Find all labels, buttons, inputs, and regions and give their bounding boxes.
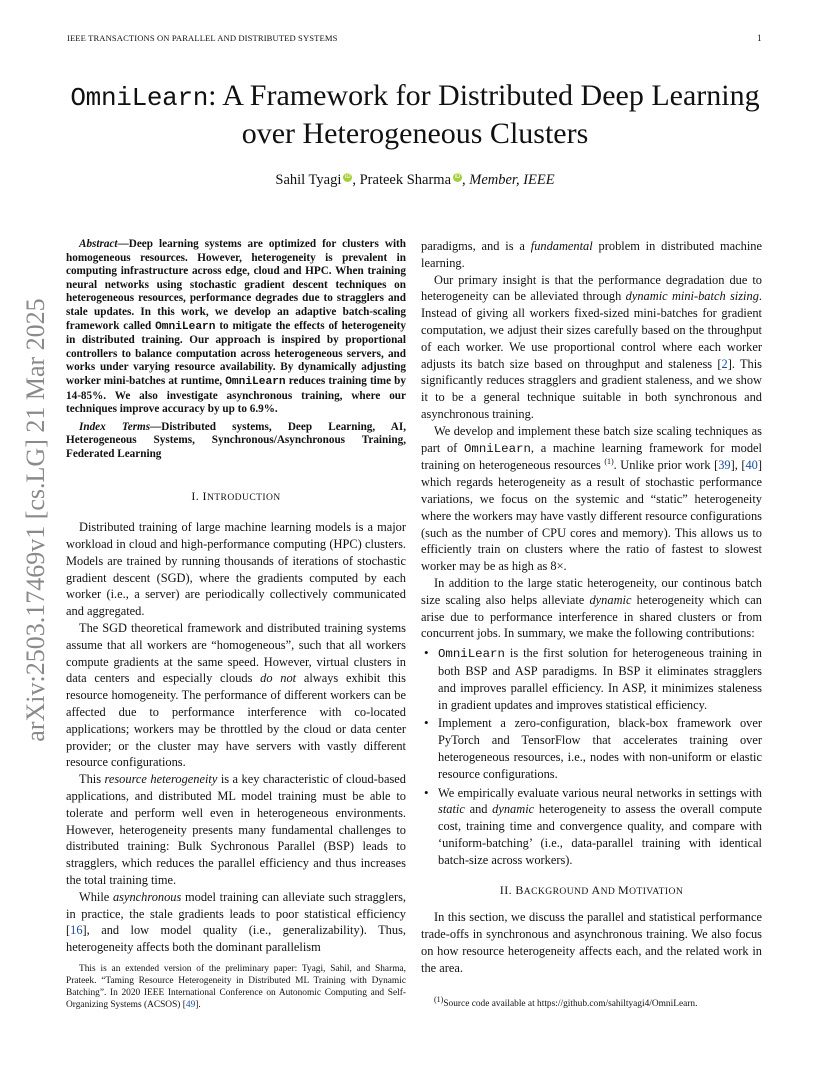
footnote-marker[interactable]: (1) <box>604 457 614 467</box>
footnote-preliminary-paper: This is an extended version of the preliminary paper: Tyagi, Sahil, and Sharma, Prateek. “Taming Resource Heterogeneity in Distributed ML Training with Dynamic Batching”. In 2020 IEEE International Conference on Autonomic Computing and Self-Organizing Systems (ACSOS) [49]. <box>66 964 406 1010</box>
system-name: OmniLearn <box>463 441 531 456</box>
section-heading-background: II. BACKGROUND AND MOTIVATION <box>499 883 684 898</box>
title-system-name: OmniLearn <box>70 83 209 113</box>
paragraph: In addition to the large static heterogeneity, our continous batch size scaling also helps alleviate dynamic heterogeneity which can arise due to performance interference in shared clusters or from concurrent jobs. In summary, we make the following contributions: <box>421 575 762 641</box>
paragraph: Distributed training of large machine learning models is a major workload in cloud and high-performance computing (HPC) clusters. Models are trained by running thousands of iterations of stochastic gradient descent (SGD), where the gradients computed by each worker (i.e., a server) are periodically collectively communicated and aggregated. <box>66 520 406 619</box>
citation-link[interactable]: 49 <box>185 1000 196 1010</box>
abstract-text: —Deep learning systems are optimized for clusters with homogeneous resources. However, heterogeneity is prevalent in computing infrastructure across edge, cloud and HPC. When training neural networks using stochastic gradient descent techniques on heterogeneous resources, performance degrades due to stragglers and stale updates. In this work, we develop an adaptive batch-scaling framework called <box>66 238 406 332</box>
arxiv-stamp: arXiv:2503.17469v1 [cs.LG] 21 Mar 2025 <box>21 298 50 742</box>
citation-link[interactable]: 16 <box>70 923 83 938</box>
contributions-list <box>421 645 762 868</box>
index-terms-text: —Distributed systems, Deep Learning, AI, Heterogeneous Systems, Synchronous/Asynchronous Training, Federated Learning <box>66 420 406 460</box>
system-name: OmniLearn <box>155 320 216 333</box>
paragraph: While asynchronous model training can alleviate such stragglers, in practice, the stale gradients leads to poor statistical efficiency [16], and low model quality (i.e., generalizability). Thus, heterogeneity affects both the dominant parallelism <box>66 889 406 955</box>
paragraph: The SGD theoretical framework and distributed training systems assume that all workers are “homogeneous”, such that all workers compute gradients at the same speed. However, virtual clusters in data centers and especially clouds do not always exhibit this resource homogeneity. The performance of different workers can be affected due to performance interference with co-located applications; workers may be throttled by the cloud or data center provider; or the cluster may have servers with vastly different resource configurations. <box>66 621 406 770</box>
paragraph: paradigms, and is a fundamental problem in distributed machine learning. <box>421 239 762 270</box>
author-separator: , <box>352 172 360 188</box>
author-separator: , <box>462 172 470 188</box>
footnote-source-code: $^{(1)}$Source code available at https://github.com/sahiltyagi4/OmniLearn. <box>434 994 698 1009</box>
system-name: OmniLearn <box>438 647 505 662</box>
system-name: OmniLearn <box>225 375 286 388</box>
page-number: 1 <box>757 33 762 43</box>
right-column <box>421 238 762 976</box>
paragraph: We develop and implement these batch size scaling techniques as part of OmniLearn, a machine learning framework for model training on heterogeneous resources $^{(1)}$. Unlike prior work [39], [40] which regards heterogeneity as a result of stochastic performance variations, we focus on the systemic and “static” heterogeneity where the workers may have vastly different resource configurations (such as the number of CPU cores and memory). This allows us to efficiently train on clusters where the ratio of fastest to slowest worker may be as high as 8×. <box>421 423 763 574</box>
author-line <box>60 172 770 189</box>
author-1: Sahil Tyagi <box>275 172 342 188</box>
author-membership: Member, IEEE <box>469 172 555 188</box>
list-item: • We empirically evaluate various neural networks in settings with static and dynamic heterogeneity to assess the overall compute cost, training time and convergence quality, and compare with ‘uniform-batching’ (i.e., data-parallel training with identical batch-size across workers). <box>421 785 762 869</box>
citation-link[interactable]: 40 <box>745 458 758 473</box>
abstract-text: to mitigate the effects of heterogeneity in distributed training. Our approach is inspired by proportional controllers to balance computation across heterogeneous servers, and works under varying resource availability. By dynamically adjusting worker mini-batches at runtime, <box>66 319 406 387</box>
paragraph: This resource heterogeneity is a key characteristic of cloud-based applications, and distributed ML model training must be able to tolerate and perform well even in heterogeneous environments. However, heterogeneity presents many fundamental challenges to distributed training: Bulk Sychronous Parallel (BSP) leads to stragglers, which reduces the parallel efficiency and thus increases the total training time. <box>66 772 406 888</box>
list-item: • Implement a zero-configuration, black-box framework over PyTorch and TensorFlow that accelerates training over heterogeneous resources, i.e., nodes with non-uniform or elastic resource configurations. <box>421 715 762 782</box>
paragraph: In this section, we discuss the parallel and statistical performance trade-offs in synchronous and asynchronous training. We also focus on how resource heterogeneity affects each, and the related work in the area. <box>421 910 762 975</box>
orcid-icon[interactable]: iD <box>454 174 461 180</box>
index-terms-label: Index Terms <box>79 420 151 433</box>
paragraph: Our primary insight is that the performance degradation due to heterogeneity can be alleviated through dynamic mini-batch sizing. Instead of giving all workers fixed-sized mini-batches for gradient computation, we adjust their sizes carefully based on the throughput of each worker. We use proportional control where each worker adjusts its batch size based on throughput and staleness [2]. This significantly reduces stragglers and gradient staleness, and we show it to be a general technique suitable in both synchronous and asynchronous training. <box>421 272 762 421</box>
title-rest: : A Framework for Distributed Deep Learning over Heterogeneous Clusters <box>208 79 760 150</box>
abstract <box>66 238 406 417</box>
citation-link[interactable]: 39 <box>718 458 731 473</box>
index-terms <box>66 421 406 462</box>
orcid-icon[interactable]: iD <box>345 174 351 180</box>
left-column <box>66 238 406 956</box>
abstract-text: reduces training time by 14-85%. We also investigate asynchronous training, where our techniques improve accuracy by up to 6.9%. <box>66 374 407 416</box>
list-item: • OmniLearn is the first solution for heterogeneous training in both BSP and ASP paradigms. In BSP it eliminates stragglers and improves parallel efficiency. In ASP, it minimizes staleness in gradient updates and improves statistical efficiency. <box>421 645 762 713</box>
running-header: IEEE TRANSACTIONS ON PARALLEL AND DISTRIBUTED SYSTEMS <box>67 33 338 43</box>
abstract-label: Abstract <box>79 238 118 250</box>
paper-title <box>60 78 770 152</box>
section-heading-introduction: I. INTRODUCTION <box>191 488 281 503</box>
citation-link[interactable]: 2 <box>721 356 728 371</box>
author-2: Prateek Sharma <box>359 172 452 188</box>
